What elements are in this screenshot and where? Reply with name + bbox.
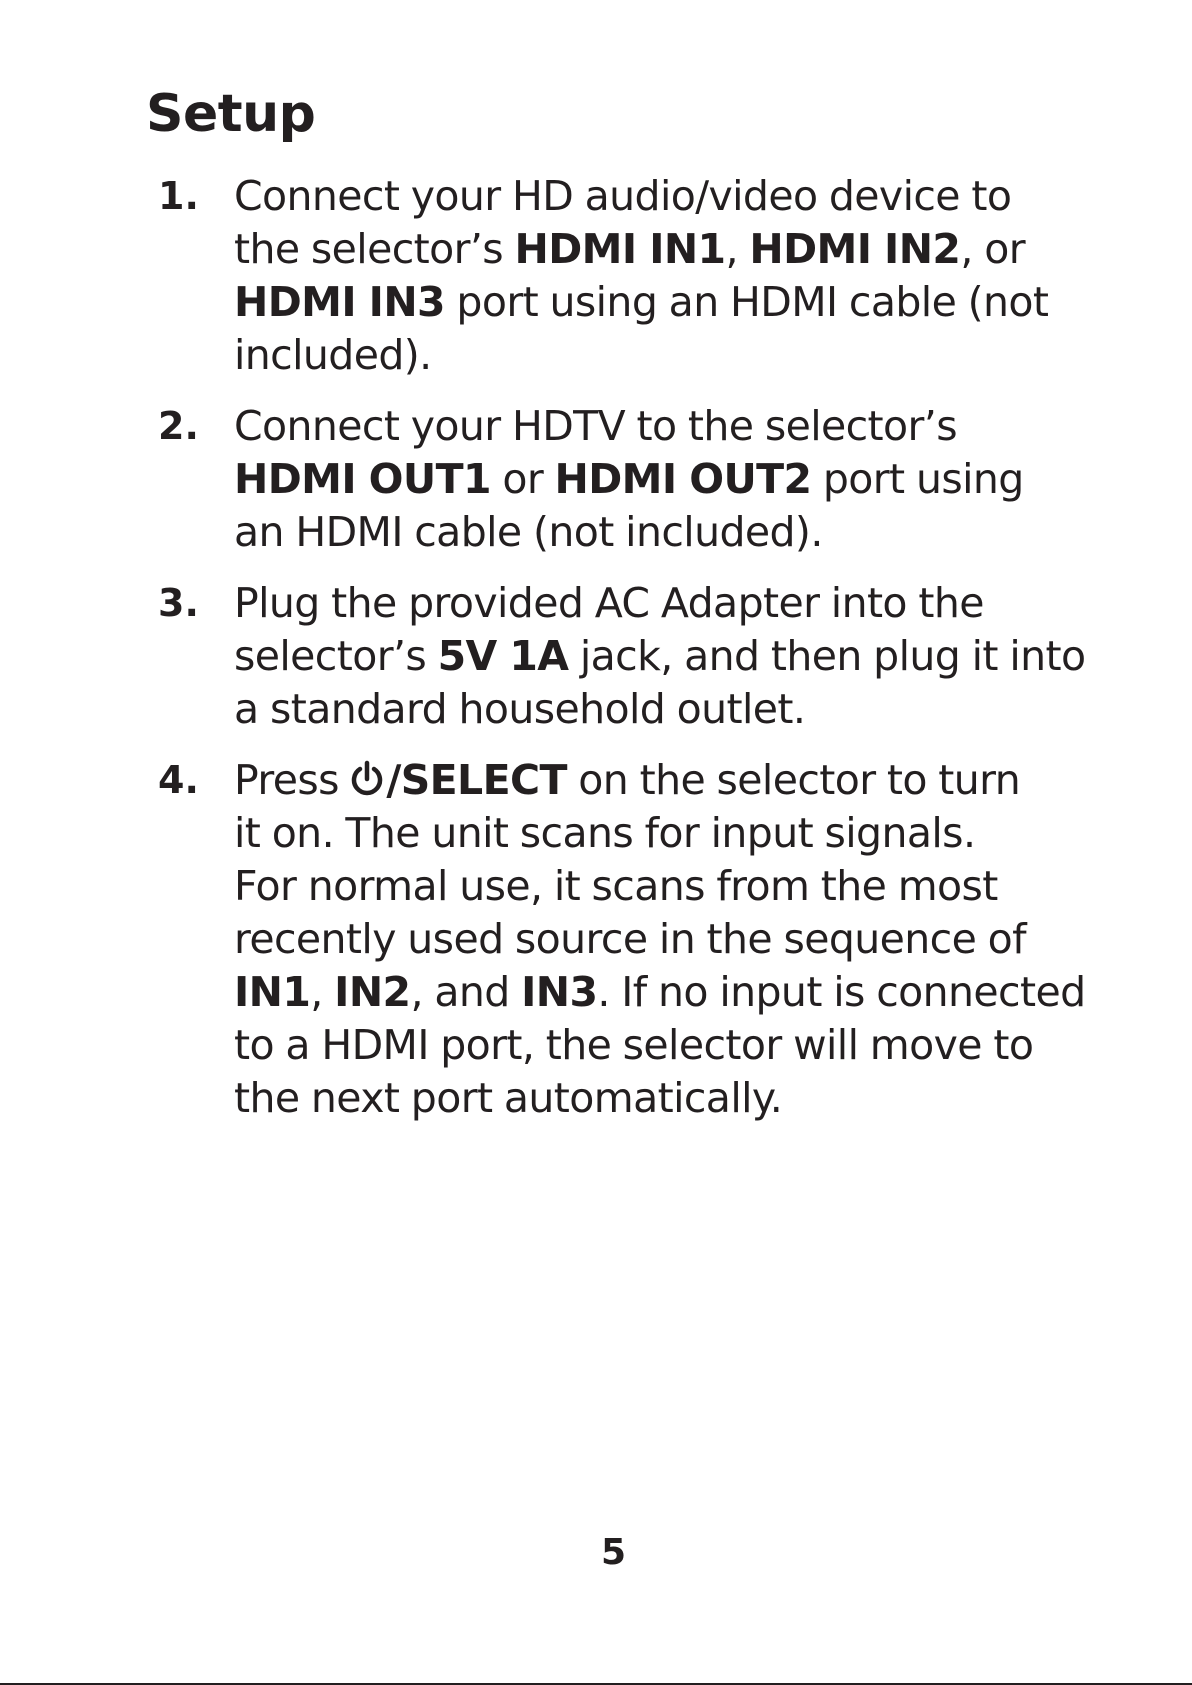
bold-term: 5V 1A	[437, 632, 569, 680]
step-item	[158, 754, 1118, 1125]
step-text-line	[234, 630, 1118, 683]
step-text-line	[234, 170, 1118, 223]
page-title: Setup	[146, 84, 316, 144]
text-segment: ,	[725, 225, 750, 273]
step-text-line	[234, 329, 1118, 382]
bold-term: HDMI IN3	[234, 278, 445, 326]
bold-term: HDMI OUT2	[554, 455, 812, 503]
step-text	[234, 170, 1118, 382]
step-text-line	[234, 1072, 1118, 1125]
text-segment: the selector’s	[234, 225, 515, 273]
step-text-line	[234, 860, 1118, 913]
text-segment: port using	[811, 455, 1024, 503]
step-text-line	[234, 754, 1118, 807]
step-text-line	[234, 400, 1118, 453]
step-number: 3.	[158, 581, 199, 625]
text-segment: selector’s	[234, 632, 438, 680]
step-text-line	[234, 276, 1118, 329]
step-text-line	[234, 506, 1118, 559]
text-segment: on the selector to turn	[566, 756, 1021, 804]
bold-term: IN3	[521, 968, 598, 1016]
step-text	[234, 400, 1118, 559]
text-segment: port using an HDMI cable (not	[444, 278, 1049, 326]
text-segment: to a HDMI port, the selector will move to	[234, 1021, 1034, 1069]
bold-term: IN2	[334, 968, 411, 1016]
text-segment: or	[490, 455, 555, 503]
step-text-line	[234, 807, 1118, 860]
step-text-line	[234, 577, 1118, 630]
text-segment: Connect your HDTV to the selector’s	[234, 402, 957, 450]
step-text-line	[234, 683, 1118, 736]
setup-steps-list	[158, 170, 1118, 1143]
text-segment: the next port automatically.	[234, 1074, 783, 1122]
step-text	[234, 577, 1118, 736]
step-text-line	[234, 223, 1118, 276]
step-number: 1.	[158, 174, 199, 218]
bold-term: HDMI IN2	[749, 225, 961, 273]
bold-term: HDMI IN1	[514, 225, 726, 273]
step-number: 2.	[158, 404, 199, 448]
text-segment: Plug the provided AC Adapter into the	[234, 579, 984, 627]
text-segment: it on. The unit scans for input signals.	[234, 809, 976, 857]
text-segment: Connect your HD audio/video device to	[234, 172, 1012, 220]
bold-term: IN1	[234, 968, 311, 1016]
text-segment: an HDMI cable (not included).	[234, 508, 823, 556]
bold-term: HDMI OUT1	[234, 455, 491, 503]
step-item	[158, 400, 1118, 559]
power-icon	[350, 760, 384, 798]
text-segment: . If no input is connected	[597, 968, 1086, 1016]
text-segment: a standard household outlet.	[234, 685, 806, 733]
text-segment: recently used source in the sequence of	[234, 915, 1026, 963]
text-segment: jack, and then plug it into	[568, 632, 1086, 680]
bold-term: /SELECT	[386, 756, 567, 804]
page-number: 5	[600, 1532, 627, 1573]
step-text-line	[234, 913, 1118, 966]
text-segment: , or	[960, 225, 1025, 273]
step-text-line	[234, 453, 1118, 506]
step-text	[234, 754, 1118, 1125]
text-segment: , and	[410, 968, 522, 1016]
step-text-line	[234, 966, 1118, 1019]
step-item	[158, 170, 1118, 382]
text-segment: For normal use, it scans from the most	[234, 862, 998, 910]
text-segment: included).	[234, 331, 432, 379]
text-segment: ,	[310, 968, 335, 1016]
text-segment: Press	[234, 756, 351, 804]
step-item	[158, 577, 1118, 736]
step-text-line	[234, 1019, 1118, 1072]
step-number: 4.	[158, 758, 199, 802]
